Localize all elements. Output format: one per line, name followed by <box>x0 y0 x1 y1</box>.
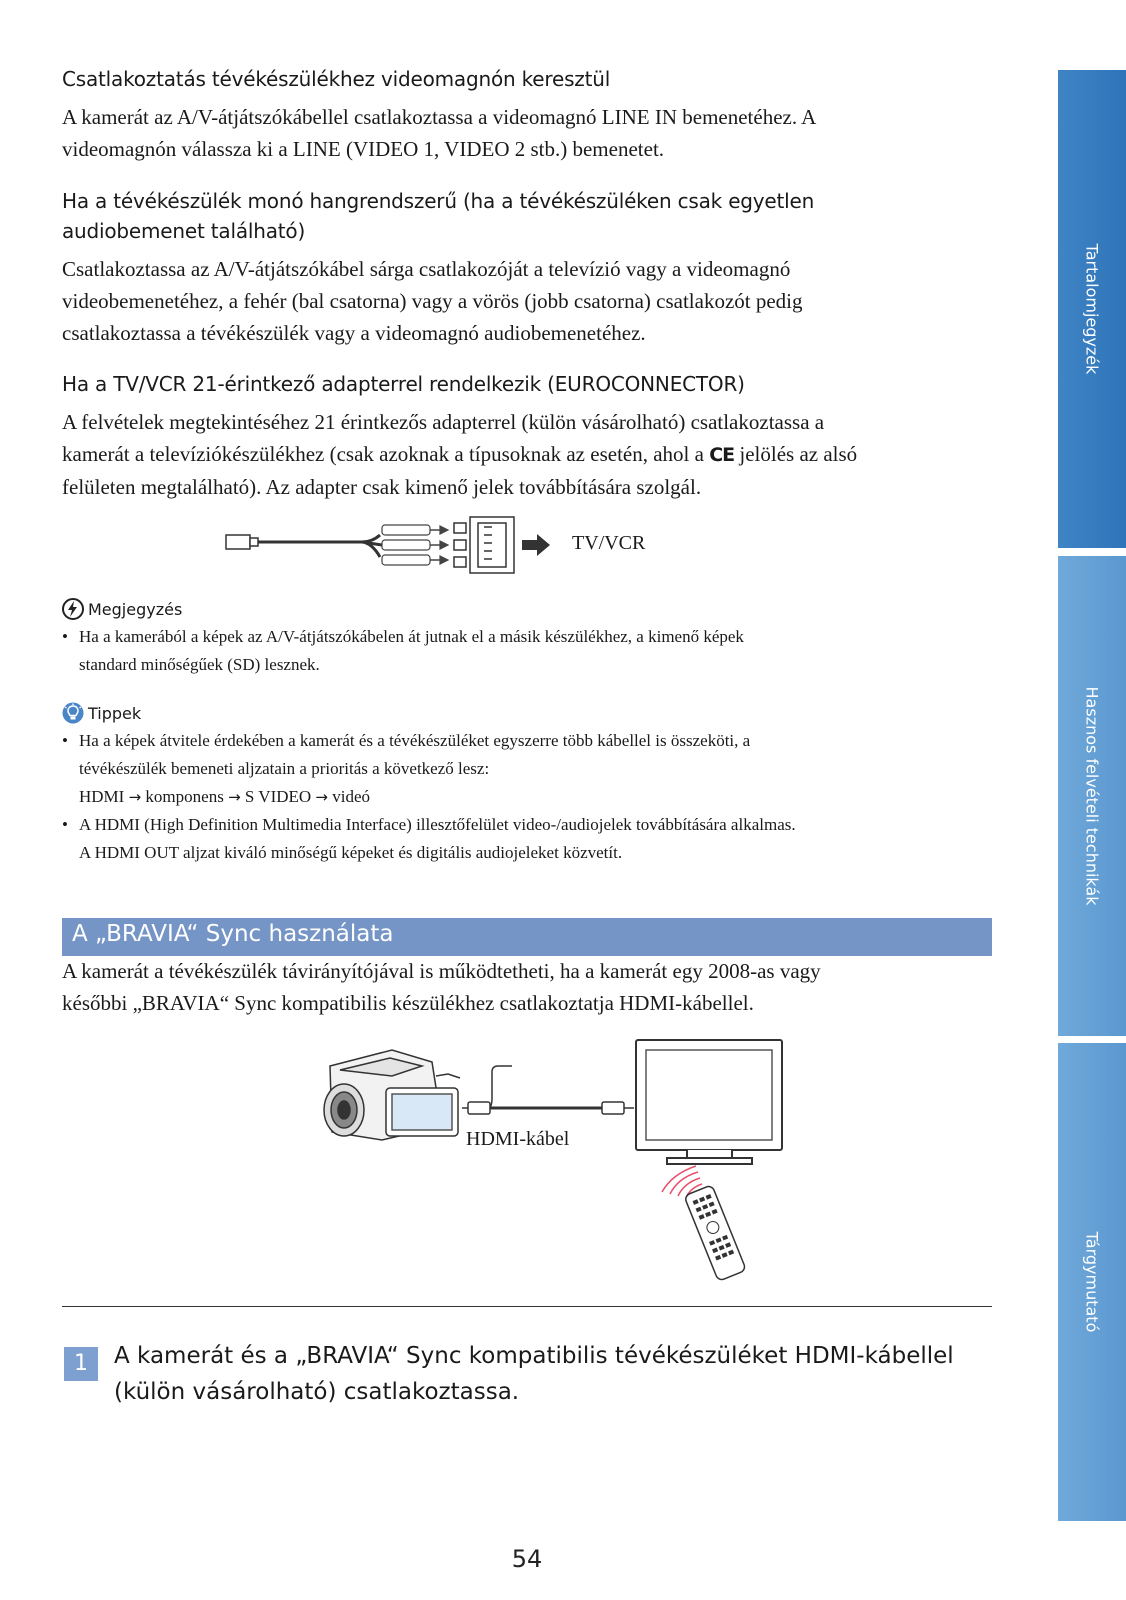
paragraph-euroconnector <box>62 406 992 503</box>
camcorder-icon <box>324 1050 460 1140</box>
text-line: A HDMI OUT aljzat kiváló minőségű képeket és digitális audiojeleket közvetít. <box>79 843 623 862</box>
paragraph-mono <box>62 253 992 349</box>
text-line: A felvételek megtekintéséhez 21 érintkezős adapterrel (külön vásárolható) csatlakoztassa a <box>62 410 825 434</box>
tips-heading <box>62 702 141 724</box>
tab-label: Hasznos felvételi technikák <box>1082 686 1102 906</box>
note-item <box>62 623 992 679</box>
arrow-right-icon: → <box>128 788 142 806</box>
tv-vcr-label: TV/VCR <box>572 532 646 554</box>
scart-adapter-icon <box>454 517 514 573</box>
section-bar-bravia-sync <box>62 918 992 956</box>
heading-line: Ha a tévékészülék monó hangrendszerű (ha a tévékészüléken csak egyetlen <box>62 189 815 213</box>
step-instruction <box>114 1338 974 1410</box>
tip-item <box>62 727 992 811</box>
tab-index[interactable] <box>1058 1043 1126 1521</box>
section-heading-mono <box>62 186 814 246</box>
av-cable-plug-icon <box>226 535 258 549</box>
text-line: standard minőségűek (SD) lesznek. <box>79 655 320 674</box>
step-number-badge: 1 <box>64 1347 98 1381</box>
arrow-right-icon: → <box>228 788 241 806</box>
text-line <box>62 438 992 471</box>
text-fragment: kamerát a televíziókészülékhez (csak azoknak a típusoknak az esetén, ahol a <box>62 442 704 466</box>
section-heading-vcr: Csatlakoztatás tévékészülékhez videomagnón keresztül <box>62 67 611 91</box>
rca-plugs-icon <box>382 525 448 565</box>
priority-item: HDMI <box>79 787 125 806</box>
text-line: videomagnón válassza ki a LINE (VIDEO 1, VIDEO 2 stb.) bemenetet. <box>62 137 665 161</box>
tip-item <box>62 811 992 867</box>
priority-item: videó <box>332 787 371 806</box>
text-line: A kamerát és a „BRAVIA“ Sync kompatibilis tévékészüléket HDMI-kábellel <box>114 1343 954 1369</box>
text-line: csatlakoztassa a tévékészülék vagy a videomagnó audiobemenetéhez. <box>62 321 646 345</box>
note-title: Megjegyzés <box>88 599 183 619</box>
hdmi-cable-label: HDMI-kábel <box>466 1128 570 1150</box>
tv-icon <box>636 1040 782 1164</box>
hdmi-cable-icon <box>462 1066 634 1114</box>
text-line: későbbi „BRAVIA“ Sync kompatibilis készülékhez csatlakoztatja HDMI-kábellel. <box>62 991 754 1015</box>
note-icon <box>62 598 84 620</box>
tab-label: Tartalomjegyzék <box>1082 243 1102 375</box>
priority-chain <box>79 783 992 811</box>
av-cable-icon <box>258 535 382 557</box>
section-title: A „BRAVIA“ Sync használata <box>72 921 394 947</box>
text-line: (külön vásárolható) csatlakoztassa. <box>114 1379 520 1405</box>
page-number: 54 <box>511 1545 543 1573</box>
text-line: A HDMI (High Definition Multimedia Interface) illesztőfelület video-/audiojelek továbbítására alkalmas. <box>79 815 796 834</box>
paragraph-bravia <box>62 955 992 1019</box>
paragraph-vcr <box>62 101 992 165</box>
bullet-mark: • <box>62 627 68 646</box>
priority-item: S VIDEO <box>244 787 312 806</box>
lightbulb-icon <box>62 702 84 724</box>
text-line: Ha a képek átvitele érdekében a kamerát és a tévékészüléket egyszerre több kábellel is összeköti, a <box>79 731 751 750</box>
text-line: A kamerát az A/V-átjátszókábellel csatlakoztassa a videomagnó LINE IN bemenetéhez. A <box>62 105 817 129</box>
bullet-mark: • <box>62 815 68 834</box>
text-line: tévékészülék bemeneti aljzatain a prioritás a következő lesz: <box>79 759 490 778</box>
tips-title: Tippek <box>88 703 142 723</box>
bullet-mark: • <box>62 731 68 750</box>
section-heading-euroconnector: Ha a TV/VCR 21-érintkező adapterrel rendelkezik (EUROCONNECTOR) <box>62 372 745 396</box>
tab-label: Tárgymutató <box>1082 1231 1102 1333</box>
remote-control-icon <box>684 1185 746 1282</box>
text-fragment: jelölés az alsó <box>739 442 858 466</box>
heading-line: audiobemenet található) <box>62 219 306 243</box>
text-line: felületen megtalálható). Az adapter csak kimenő jelek továbbítására szolgál. <box>62 475 702 499</box>
text-line: Csatlakoztassa az A/V-átjátszókábel sárga csatlakozóját a televízió vagy a videomagnó <box>62 257 791 281</box>
tab-table-of-contents[interactable] <box>1058 70 1126 548</box>
text-line: A kamerát a tévékészülék távirányítójával is működtetheti, ha a kamerát egy 2008-as vagy <box>62 959 821 983</box>
ce-mark-icon: CE <box>709 444 735 466</box>
text-line: videobemenetéhez, a fehér (bal csatorna) vagy a vörös (jobb csatorna) csatlakozót pedig <box>62 289 803 313</box>
tab-useful-recording-techniques[interactable] <box>1058 556 1126 1036</box>
divider <box>62 1306 992 1307</box>
text-line: Ha a kamerából a képek az A/V-átjátszókábelen át jutnak el a másik készülékhez, a kimenő képek <box>79 627 744 646</box>
bravia-hdmi-figure <box>312 1036 792 1286</box>
arrow-right-icon: → <box>315 788 328 806</box>
note-heading <box>62 598 182 620</box>
arrow-right-icon <box>522 534 550 556</box>
priority-item: komponens <box>145 787 224 806</box>
